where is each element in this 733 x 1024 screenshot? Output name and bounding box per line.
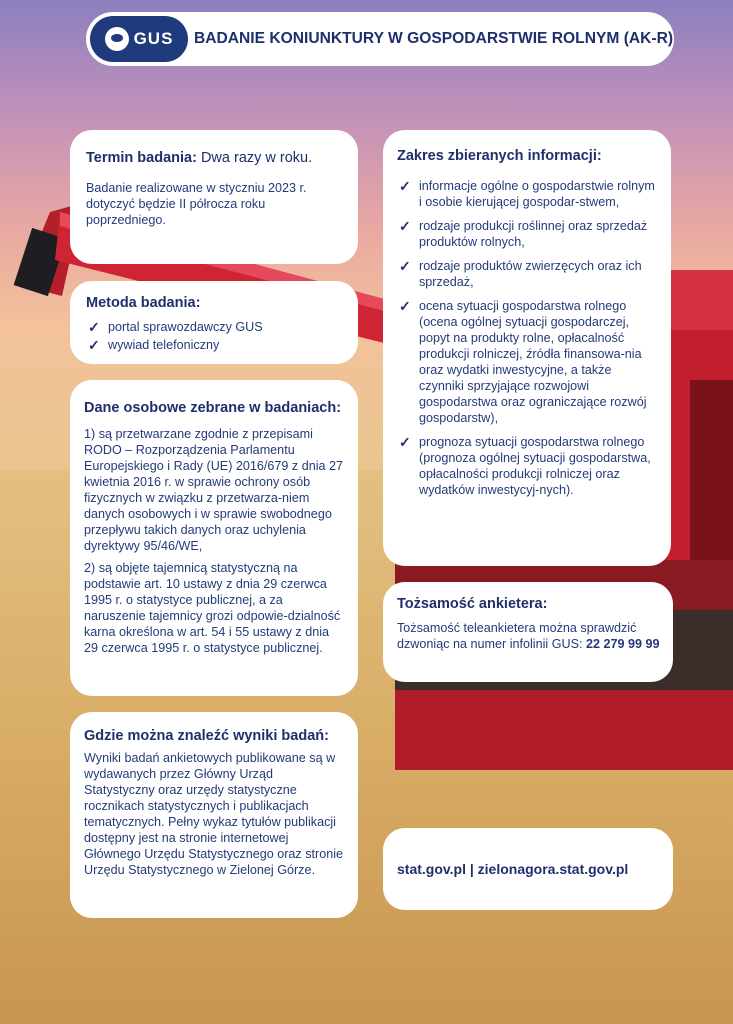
card-links <box>383 828 673 910</box>
zakres-item-text: prognoza sytuacji gospodarstwa rolnego (prognoza ogólnej sytuacji gospodarstwa, opłacalności produkcji rolniczej oraz wydatków inwestycyj-nych). <box>419 435 651 497</box>
card-gdzie <box>70 712 358 918</box>
zakres-item-text: ocena sytuacji gospodarstwa rolnego (ocena ogólnej sytuacji gospodarczej, popyt na produkty rolne, opłacalność produkcji rolniczej, źródła finansowa-nia oraz wydatki inwestycyjne, a także czynniki sprzyjające rozwojowi gospodarstwa oraz ograniczające rozwój gospodarstw), <box>419 299 647 425</box>
card-dane-osobowe <box>70 380 358 696</box>
header-banner <box>86 12 674 66</box>
check-icon: ✓ <box>399 298 411 314</box>
tozsamosc-heading: Tożsamość ankietera: <box>397 596 548 612</box>
check-icon: ✓ <box>88 319 100 335</box>
tozsamosc-text <box>397 620 661 652</box>
tozsamosc-text-body: Tożsamość teleankietera można sprawdzić dzwoniąc na numer infolinii GUS: <box>397 621 637 651</box>
zakres-item <box>397 434 659 498</box>
gus-logo <box>90 16 188 62</box>
dane-heading: Dane osobowe zebrane w badaniach: <box>84 400 342 416</box>
metoda-item <box>86 319 344 335</box>
card-tozsamosc <box>383 582 673 682</box>
termin-heading-value: Dwa razy w roku. <box>200 150 313 166</box>
zakres-item-text: rodzaje produktów zwierzęcych oraz ich sprzedaż, <box>419 259 642 289</box>
zakres-list <box>397 178 659 498</box>
check-icon: ✓ <box>399 218 411 234</box>
metoda-list <box>86 319 344 353</box>
check-icon: ✓ <box>88 337 100 353</box>
page-title: BADANIE KONIUNKTURY W GOSPODARSTWIE ROLNYM (AK-R) <box>194 30 674 47</box>
infoline-phone: 22 279 99 99 <box>586 637 660 651</box>
zakres-item <box>397 298 659 426</box>
termin-heading-label: Termin badania: <box>86 150 197 166</box>
gus-logo-icon <box>105 27 129 51</box>
zakres-item-text: rodzaje produkcji roślinnej oraz sprzedaż produktów rolnych, <box>419 219 648 249</box>
zakres-heading: Zakres zbieranych informacji: <box>397 148 602 164</box>
dane-paragraph-2: 2) są objęte tajemnicą statystyczną na podstawie art. 10 ustawy z dnia 29 czerwca 1995 r. o statystyce publicznej, a za naruszenie tajemnicy grozi odpowie-dzialność karna określona w art. 54 i 55 ustawy z dnia 29 czerwca 1995 r. o statystyce publicznej. <box>84 561 341 655</box>
card-zakres <box>383 130 671 566</box>
card-termin <box>70 130 358 264</box>
check-icon: ✓ <box>399 434 411 450</box>
termin-heading <box>86 150 344 166</box>
zakres-item-text: informacje ogólne o gospodarstwie rolnym i osobie kierującej gospodar-stwem, <box>419 179 655 209</box>
check-icon: ✓ <box>399 178 411 194</box>
gdzie-heading: Gdzie można znaleźć wyniki badań: <box>84 728 329 744</box>
zakres-item <box>397 218 659 250</box>
metoda-item-text: portal sprawozdawczy GUS <box>108 320 263 334</box>
metoda-item <box>86 337 344 353</box>
zakres-item <box>397 258 659 290</box>
termin-text: Badanie realizowane w styczniu 2023 r. dotyczyć będzie II półrocza roku poprzedniego. <box>86 181 307 227</box>
metoda-item-text: wywiad telefoniczny <box>108 338 220 352</box>
zakres-item <box>397 178 659 210</box>
metoda-heading: Metoda badania: <box>86 295 201 311</box>
card-metoda <box>70 281 358 364</box>
gus-logo-text: GUS <box>133 29 174 48</box>
gdzie-text: Wyniki badań ankietowych publikowane są w wydawanych przez Główny Urząd Statystyczny oraz urzędy statystyczne rocznikach statystycznych i publikacjach tematycznych. Pełny wykaz tytułów publikacji dostępny jest na stronie internetowej Głównego Urzędu Statystycznego oraz stronie Urzędu Statystycznego w Zielonej Górze. <box>84 751 344 877</box>
dane-paragraph-1: 1) są przetwarzane zgodnie z przepisami RODO – Rozporządzenia Parlamentu Europejskiego i Rady (UE) 2016/679 z dnia 27 kwietnia 2016 r. w sprawie ochrony osób fizycznych w związku z przetwarza-niem danych osobowych i w sprawie swobodnego przepływu takich danych oraz uchylenia dyrektywy 95/46/WE, <box>84 427 344 553</box>
website-links[interactable]: stat.gov.pl | zielonagora.stat.gov.pl <box>397 861 629 877</box>
check-icon: ✓ <box>399 258 411 274</box>
